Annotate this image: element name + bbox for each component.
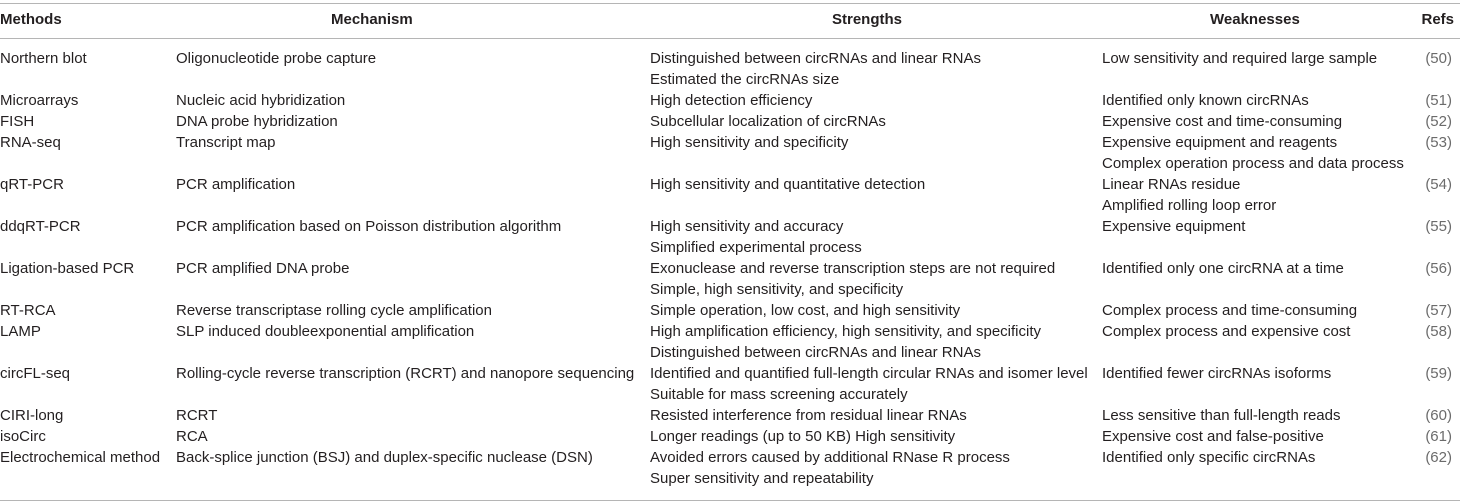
mechanism-cell: PCR amplification [176, 176, 296, 193]
strengths-cell [650, 258, 1055, 300]
header-refs: Refs [1421, 11, 1454, 28]
method-cell: FISH [0, 113, 35, 130]
mechanism-cell: PCR amplification based on Poisson distribution algorithm [176, 218, 562, 235]
weaknesses-cell [1102, 48, 1377, 69]
strength-line: Exonuclease and reverse transcription steps are not required [650, 260, 1056, 277]
method-cell: Electrochemical method [0, 449, 161, 466]
weakness-line: Less sensitive than full-length reads [1102, 407, 1341, 424]
weaknesses-cell [1102, 90, 1309, 111]
table-header-rule [0, 38, 1460, 39]
strengths-cell [650, 132, 848, 153]
mechanism-cell: PCR amplified DNA probe [176, 260, 350, 277]
weaknesses-cell [1102, 447, 1315, 468]
strength-line: Suitable for mass screening accurately [650, 386, 908, 403]
method-cell: RNA-seq [0, 134, 61, 151]
strength-line: High amplification efficiency, high sensitivity, and specificity [650, 323, 1042, 340]
weakness-line: Expensive cost and false-positive [1102, 428, 1324, 445]
table-row [0, 111, 1460, 132]
method-cell: Ligation-based PCR [0, 260, 135, 277]
weakness-line: Identified only one circRNA at a time [1102, 260, 1344, 277]
table-row [0, 90, 1460, 111]
method-cell: CIRI-long [0, 407, 64, 424]
weakness-line: Identified only specific circRNAs [1102, 449, 1316, 466]
mechanism-cell: Oligonucleotide probe capture [176, 50, 377, 67]
weaknesses-cell [1102, 426, 1324, 447]
strength-line: Simple operation, low cost, and high sensitivity [650, 302, 961, 319]
table-row [0, 426, 1460, 447]
header-mechanism: Mechanism [331, 11, 413, 28]
table-row [0, 132, 1460, 174]
weaknesses-cell [1102, 174, 1276, 216]
weakness-line: Complex process and expensive cost [1102, 323, 1351, 340]
reference-link: (59) [1425, 365, 1452, 382]
strengths-cell [650, 447, 1010, 489]
method-cell: LAMP [0, 323, 41, 340]
mechanism-cell: DNA probe hybridization [176, 113, 338, 130]
table-row [0, 321, 1460, 363]
strengths-cell [650, 174, 925, 195]
reference-link: (51) [1425, 92, 1452, 109]
weakness-line: Expensive cost and time-consuming [1102, 113, 1343, 130]
strengths-cell [650, 216, 862, 258]
table-bottom-rule [0, 500, 1460, 501]
strength-line: Longer readings (up to 50 KB) High sensitivity [650, 428, 956, 445]
strengths-cell [650, 426, 955, 447]
strength-line: Estimated the circRNAs size [650, 71, 840, 88]
strength-line: Avoided errors caused by additional RNase R process [650, 449, 1010, 466]
strengths-cell [650, 90, 812, 111]
mechanism-cell: Reverse transcriptase rolling cycle amplification [176, 302, 492, 319]
strength-line: Resisted interference from residual linear RNAs [650, 407, 967, 424]
reference-link: (52) [1425, 113, 1452, 130]
strengths-cell [650, 111, 886, 132]
weaknesses-cell [1102, 405, 1340, 426]
reference-link: (58) [1425, 323, 1452, 340]
mechanism-cell: SLP induced doubleexponential amplification [176, 323, 475, 340]
reference-link: (55) [1425, 218, 1452, 235]
weakness-line: Complex operation process and data process [1102, 155, 1404, 172]
reference-link: (50) [1425, 50, 1452, 67]
table-row [0, 405, 1460, 426]
strengths-cell [650, 363, 1088, 405]
mechanism-cell: Rolling-cycle reverse transcription (RCRT) and nanopore sequencing [176, 365, 635, 382]
weakness-line: Identified only known circRNAs [1102, 92, 1309, 109]
table-row [0, 447, 1460, 489]
header-strengths: Strengths [832, 11, 903, 28]
weakness-line: Expensive equipment [1102, 218, 1246, 235]
table-row [0, 300, 1460, 321]
strength-line: Super sensitivity and repeatability [650, 470, 874, 487]
weakness-line: Expensive equipment and reagents [1102, 134, 1338, 151]
mechanism-cell: RCA [176, 428, 208, 445]
weakness-line: Linear RNAs residue [1102, 176, 1241, 193]
method-cell: circFL-seq [0, 365, 71, 382]
weaknesses-cell [1102, 321, 1350, 342]
reference-link: (61) [1425, 428, 1452, 445]
strengths-cell [650, 405, 967, 426]
mechanism-cell: Nucleic acid hybridization [176, 92, 346, 109]
strength-line: High detection efficiency [650, 92, 813, 109]
weaknesses-cell [1102, 132, 1404, 174]
reference-link: (53) [1425, 134, 1452, 151]
header-methods: Methods [0, 11, 62, 28]
weaknesses-cell [1102, 300, 1357, 321]
strengths-cell [650, 321, 1041, 363]
table-row [0, 48, 1460, 90]
mechanism-cell: RCRT [176, 407, 218, 424]
strength-line: High sensitivity and specificity [650, 134, 849, 151]
strength-line: Distinguished between circRNAs and linear RNAs [650, 50, 981, 67]
strength-line: Simplified experimental process [650, 239, 862, 256]
method-cell: Microarrays [0, 92, 79, 109]
table-row [0, 216, 1460, 258]
method-cell: qRT-PCR [0, 176, 64, 193]
reference-link: (60) [1425, 407, 1452, 424]
strength-line: Subcellular localization of circRNAs [650, 113, 886, 130]
strength-line: High sensitivity and accuracy [650, 218, 844, 235]
method-cell: ddqRT-PCR [0, 218, 81, 235]
mechanism-cell: Back-splice junction (BSJ) and duplex-specific nuclease (DSN) [176, 449, 593, 466]
weakness-line: Identified fewer circRNAs isoforms [1102, 365, 1332, 382]
strength-line: Identified and quantified full-length circular RNAs and isomer level [650, 365, 1088, 382]
weaknesses-cell [1102, 258, 1344, 279]
table-header-row [0, 0, 1460, 38]
weaknesses-cell [1102, 111, 1342, 132]
weaknesses-cell [1102, 216, 1245, 237]
method-cell: Northern blot [0, 50, 87, 67]
weakness-line: Amplified rolling loop error [1102, 197, 1277, 214]
table-row [0, 258, 1460, 300]
strengths-cell [650, 300, 960, 321]
strength-line: Distinguished between circRNAs and linear RNAs [650, 344, 981, 361]
strengths-cell [650, 48, 981, 90]
mechanism-cell: Transcript map [176, 134, 276, 151]
strength-line: Simple, high sensitivity, and specificity [650, 281, 904, 298]
weaknesses-cell [1102, 363, 1331, 384]
reference-link: (57) [1425, 302, 1452, 319]
reference-link: (56) [1425, 260, 1452, 277]
method-cell: RT-RCA [0, 302, 56, 319]
weakness-line: Low sensitivity and required large sample [1102, 50, 1378, 67]
reference-link: (54) [1425, 176, 1452, 193]
table-row [0, 363, 1460, 405]
reference-link: (62) [1425, 449, 1452, 466]
table-row [0, 174, 1460, 216]
weakness-line: Complex process and time-consuming [1102, 302, 1358, 319]
strength-line: High sensitivity and quantitative detection [650, 176, 926, 193]
method-cell: isoCirc [0, 428, 46, 445]
header-weaknesses: Weaknesses [1210, 11, 1300, 28]
